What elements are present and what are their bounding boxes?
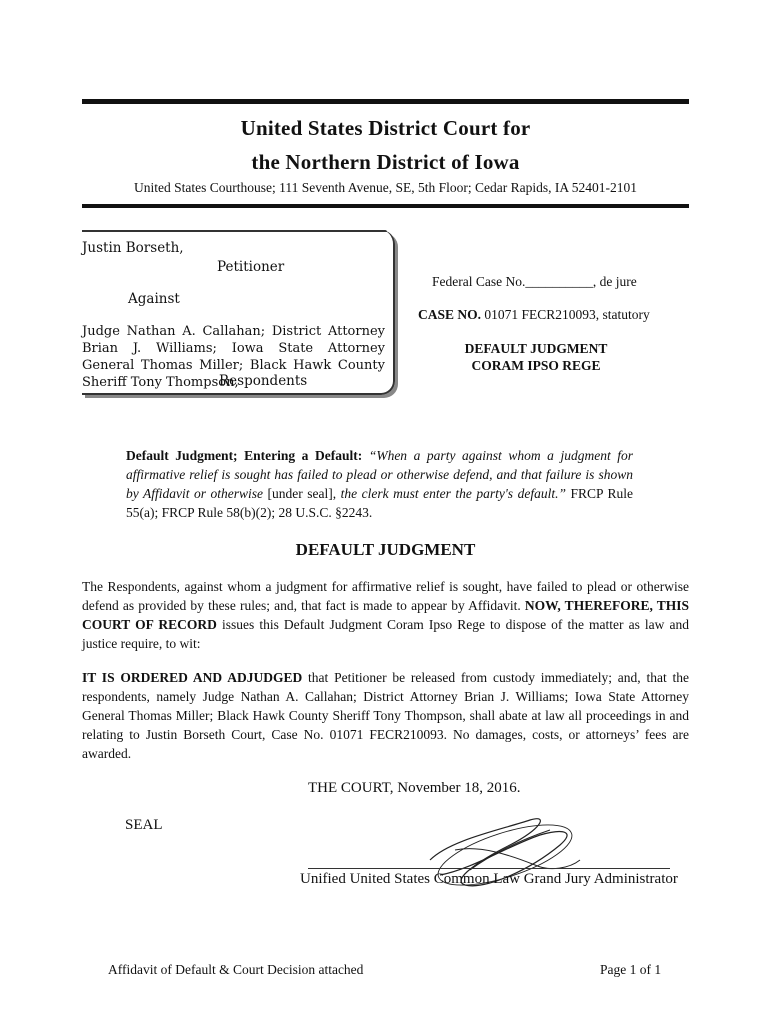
respondents-names: Judge Nathan A. Callahan; District Attorney Brian J. Williams; Iowa State Attorney General Thomas Miller; Black Hawk County Sheriff Tony Thompson,	[82, 324, 385, 390]
case-document-title-line1: DEFAULT JUDGMENT	[464, 341, 608, 356]
court-date: THE COURT, November 18, 2016.	[308, 780, 521, 796]
seal-label: SEAL	[125, 817, 163, 833]
case-document-title	[418, 340, 654, 374]
court-address: United States Courthouse; 111 Seventh Avenue, SE, 5th Floor; Cedar Rapids, IA 52401-2101	[133, 180, 638, 195]
footer-page-number: Page 1 of 1	[600, 962, 662, 977]
p1-text: The Respondents, against whom a judgment for affirmative relief is sought, have failed to plead or otherwise defend as provided by these rules; and, that fact is made to appear by Affidavit.	[82, 579, 689, 613]
quote-citation: FRCP Rule 55(a); FRCP Rule 58(b)(2); 28 U.S.C. §2243.	[126, 486, 633, 520]
petitioner-name: Justin Borseth,	[82, 240, 184, 256]
paragraph-ordered	[82, 668, 689, 763]
court-title-line1: United States District Court for	[240, 116, 531, 140]
p1-rest: issues this Default Judgment Coram Ipso Rege to dispose of the matter as law and justice require, to wit:	[82, 617, 689, 651]
p2-bold: IT IS ORDERED AND ADJUDGED	[82, 670, 303, 685]
quote-plain-1: [under seal],	[263, 486, 337, 501]
case-document-title-line2: CORAM IPSO REGE	[471, 358, 601, 373]
signer-title: Unified United States Common Law Grand Jury Administrator	[300, 871, 678, 887]
rule-quote-block	[126, 446, 633, 522]
court-title-line2: the Northern District of Iowa	[251, 150, 520, 174]
p2-rest: that Petitioner be released from custody immediately; and, that the respondents, namely Judge Nathan A. Callahan; District Attorney Brian J. Williams; Iowa State Attorney General Thomas Miller; Black Hawk County Sheriff Tony Thompson, shall abate at law all proceedings in and relating to Justin Borseth Court, Case No. 01071 FECR210093. No damages, costs, or attorneys’ fees are awarded.	[82, 670, 689, 761]
respondents-label: Respondents	[219, 373, 308, 389]
paragraph-respondents	[82, 577, 689, 653]
header-bottom-rule	[82, 204, 689, 208]
quote-lead: Default Judgment; Entering a Default:	[126, 448, 363, 463]
federal-case-number: Federal Case No.__________, de jure	[432, 274, 637, 289]
quote-italic-2: the clerk must enter the party's default.”	[336, 486, 566, 501]
quote-italic-1: “When a party against whom a judgment for affirmative relief is sought has failed to plead or otherwise defend, and that failure is shown by Affidavit or otherwise	[126, 448, 634, 501]
header-top-rule	[82, 99, 689, 104]
footer-attachment-note: Affidavit of Default & Court Decision attached	[108, 962, 364, 977]
p1-bold: NOW, THEREFORE, THIS COURT OF RECORD	[82, 598, 689, 632]
case-number-label: CASE NO.	[418, 307, 482, 322]
petitioner-label: Petitioner	[217, 259, 285, 275]
against-label: Against	[128, 291, 180, 307]
default-judgment-heading: DEFAULT JUDGMENT	[295, 540, 476, 559]
signature-line	[308, 868, 670, 869]
case-number-value: 01071 FECR210093, statutory	[481, 307, 650, 322]
case-number	[418, 307, 650, 323]
